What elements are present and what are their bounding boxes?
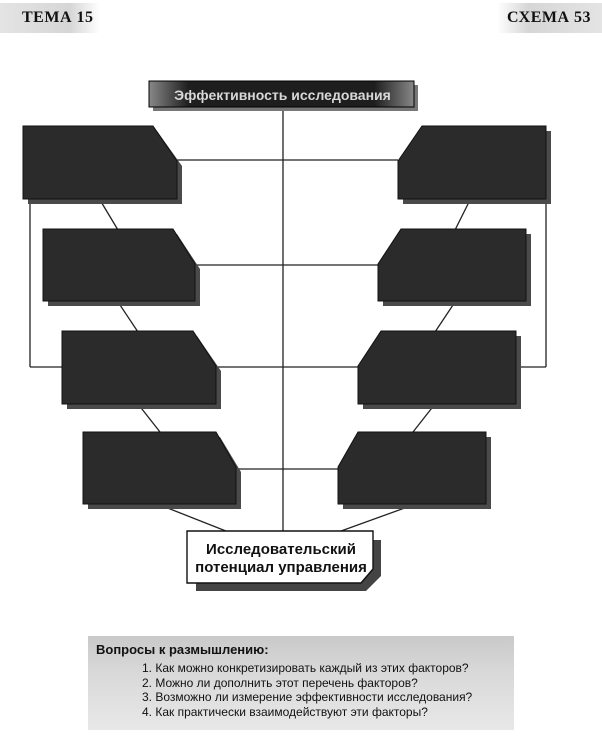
core-label-line-1: Исследовательский xyxy=(206,541,356,558)
questions-title: Вопросы к размышлению: xyxy=(96,642,269,657)
factor-box-left-2 xyxy=(43,229,195,301)
right-diag-1 xyxy=(455,200,470,230)
factor-box-right-4 xyxy=(338,432,486,504)
diagram-title: Эффективность исследования xyxy=(174,87,391,103)
question-item: 1. Как можно конкретизировать каждый из этих факторов? xyxy=(142,661,469,675)
questions-list xyxy=(96,661,514,719)
factor-box-right-2 xyxy=(378,229,526,301)
factor-box-right-3 xyxy=(358,331,516,404)
factor-box-left-1 xyxy=(23,126,177,199)
questions-panel xyxy=(88,636,514,730)
left-diag-2 xyxy=(118,302,138,332)
left-factor-boxes xyxy=(23,126,241,509)
left-diag-1 xyxy=(100,200,118,230)
core-label-line-2: потенциал управления xyxy=(195,559,367,576)
right-diag-2 xyxy=(435,302,455,332)
topic-tag: ТЕМА 15 xyxy=(0,3,100,33)
question-item: 4. Как практически взаимодействуют эти факторы? xyxy=(142,704,428,719)
factor-box-left-3 xyxy=(62,331,216,404)
factor-box-left-4 xyxy=(83,432,236,504)
scheme-tag: СХЕМА 53 xyxy=(497,3,602,33)
question-item: 2. Можно ли дополнить этот перечень факторов? xyxy=(142,675,418,690)
question-item: 3. Возможно ли измерение эффективности исследования? xyxy=(142,690,473,704)
factor-box-right-1 xyxy=(398,126,546,199)
core-box-label xyxy=(191,534,371,584)
